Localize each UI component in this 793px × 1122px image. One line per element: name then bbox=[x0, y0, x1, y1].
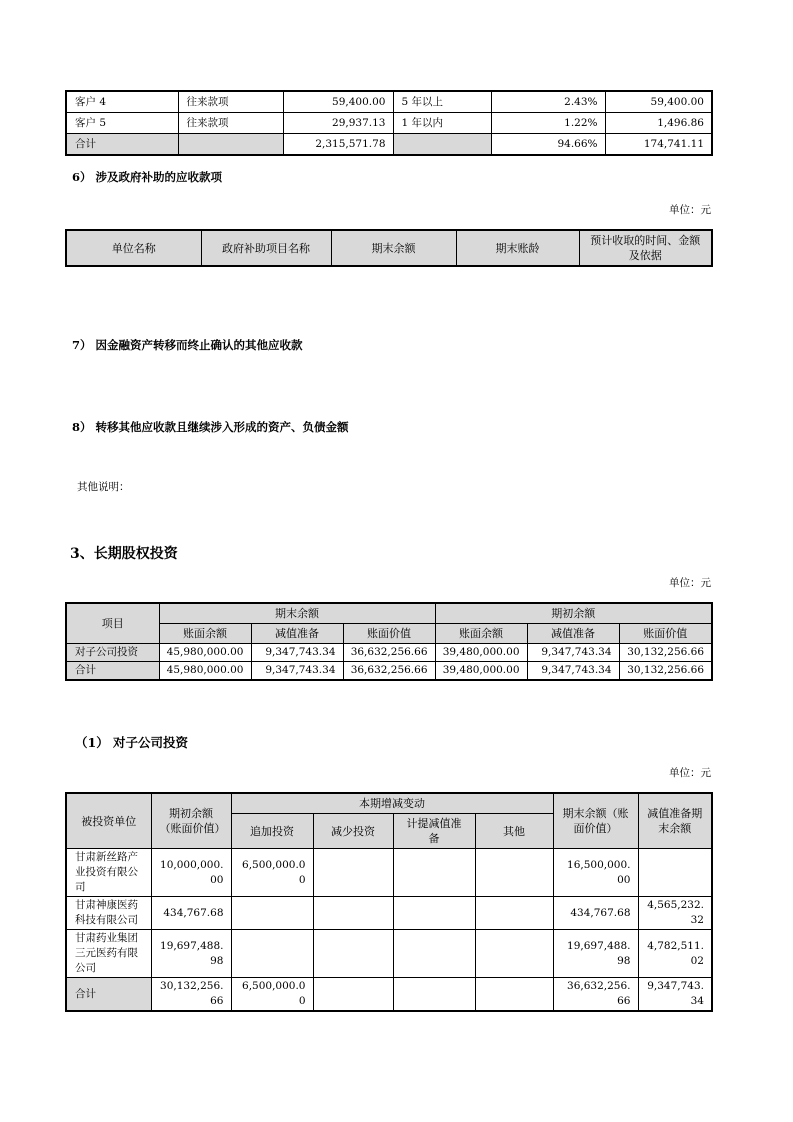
value-cell: 30,132,256.66 bbox=[619, 644, 712, 662]
empty-cell bbox=[178, 134, 283, 156]
investee-cell: 甘肃神康医药科技有限公司 bbox=[66, 897, 151, 930]
unit-label: 单位：元 bbox=[669, 767, 711, 779]
value-cell bbox=[313, 930, 393, 978]
value-cell: 36,632,256.66 bbox=[343, 644, 435, 662]
book-value-header: 账面价值 bbox=[619, 624, 712, 644]
impairment-header: 减值准备 bbox=[527, 624, 619, 644]
proportion-cell: 94.66% bbox=[491, 134, 605, 156]
aging-cell: 1 年以内 bbox=[393, 113, 491, 134]
value-cell bbox=[313, 897, 393, 930]
amount-cell: 29,937.13 bbox=[283, 113, 393, 134]
total-label-cell: 合计 bbox=[66, 978, 151, 1012]
value-cell: 4,782,511.02 bbox=[638, 930, 712, 978]
value-cell bbox=[638, 849, 712, 897]
period-change-group-header: 本期增减变动 bbox=[231, 793, 553, 814]
expected-collection-header: 预计收取的时间、金额及依据 bbox=[579, 230, 712, 266]
end-impairment-header: 减值准备期末余额 bbox=[638, 793, 712, 849]
period-end-group-header: 期末余额 bbox=[159, 603, 435, 624]
item-cell: 对子公司投资 bbox=[66, 644, 159, 662]
value-cell: 10,000,000.00 bbox=[151, 849, 231, 897]
amount-cell: 2,315,571.78 bbox=[283, 134, 393, 156]
table-row bbox=[66, 644, 712, 662]
value-cell: 9,347,743.34 bbox=[527, 662, 619, 681]
value-cell: 45,980,000.00 bbox=[159, 644, 251, 662]
value-cell bbox=[313, 978, 393, 1012]
value-cell bbox=[313, 849, 393, 897]
unit-name-header: 单位名称 bbox=[66, 230, 201, 266]
impairment-provision-header: 计提减值准备 bbox=[393, 814, 475, 849]
value-cell: 9,347,743.34 bbox=[638, 978, 712, 1012]
investee-cell: 甘肃新丝路产业投资有限公司 bbox=[66, 849, 151, 897]
table-row bbox=[66, 930, 712, 978]
value-cell bbox=[393, 897, 475, 930]
value-cell: 6,500,000.00 bbox=[231, 978, 313, 1012]
value-cell: 36,632,256.66 bbox=[553, 978, 638, 1012]
proportion-cell: 2.43% bbox=[491, 91, 605, 113]
other-header: 其他 bbox=[475, 814, 553, 849]
receivables-aging-table bbox=[65, 90, 713, 156]
table-row bbox=[66, 897, 712, 930]
value-cell bbox=[475, 897, 553, 930]
item-header: 项目 bbox=[66, 603, 159, 644]
value-cell bbox=[475, 930, 553, 978]
unit-label: 单位：元 bbox=[669, 204, 711, 216]
header-row bbox=[66, 603, 712, 624]
nature-cell: 往来款项 bbox=[178, 91, 283, 113]
section-7-heading: 7） 因金融资产转移而终止确认的其他应收款 bbox=[72, 338, 303, 352]
value-cell: 16,500,000.00 bbox=[553, 849, 638, 897]
lt-equity-table bbox=[65, 602, 713, 681]
value-cell bbox=[393, 930, 475, 978]
begin-balance-header: 期初余额（账面价值） bbox=[151, 793, 231, 849]
value-cell: 45,980,000.00 bbox=[159, 662, 251, 681]
end-balance-header: 期末余额（账面价值） bbox=[553, 793, 638, 849]
amount-cell: 59,400.00 bbox=[283, 91, 393, 113]
bad-debt-cell: 1,496.86 bbox=[605, 113, 712, 134]
value-cell: 434,767.68 bbox=[151, 897, 231, 930]
book-balance-header: 账面余额 bbox=[435, 624, 527, 644]
aging-cell: 5 年以上 bbox=[393, 91, 491, 113]
additional-investment-header: 追加投资 bbox=[231, 814, 313, 849]
table-row bbox=[66, 849, 712, 897]
bad-debt-cell: 174,741.11 bbox=[605, 134, 712, 156]
reduced-investment-header: 减少投资 bbox=[313, 814, 393, 849]
investee-header: 被投资单位 bbox=[66, 793, 151, 849]
bad-debt-cell: 59,400.00 bbox=[605, 91, 712, 113]
customer-cell: 客户 4 bbox=[66, 91, 178, 113]
header-row bbox=[66, 230, 712, 266]
header-row bbox=[66, 793, 712, 814]
value-cell: 9,347,743.34 bbox=[251, 662, 343, 681]
value-cell: 30,132,256.66 bbox=[151, 978, 231, 1012]
value-cell: 19,697,488.98 bbox=[553, 930, 638, 978]
value-cell bbox=[393, 849, 475, 897]
section-8-heading: 8） 转移其他应收款且继续涉入形成的资产、负债金额 bbox=[72, 420, 349, 434]
period-begin-group-header: 期初余额 bbox=[435, 603, 712, 624]
table-row bbox=[66, 113, 712, 134]
subheader-row bbox=[66, 624, 712, 644]
value-cell: 6,500,000.00 bbox=[231, 849, 313, 897]
value-cell bbox=[231, 930, 313, 978]
value-cell: 19,697,488.98 bbox=[151, 930, 231, 978]
book-value-header: 账面价值 bbox=[343, 624, 435, 644]
value-cell bbox=[393, 978, 475, 1012]
total-row bbox=[66, 978, 712, 1012]
total-row bbox=[66, 134, 712, 156]
empty-cell bbox=[393, 134, 491, 156]
value-cell bbox=[231, 897, 313, 930]
investee-cell: 甘肃药业集团三元医药有限公司 bbox=[66, 930, 151, 978]
value-cell bbox=[475, 849, 553, 897]
value-cell: 434,767.68 bbox=[553, 897, 638, 930]
value-cell: 9,347,743.34 bbox=[527, 644, 619, 662]
section-3-heading: 3、长期股权投资 bbox=[70, 546, 178, 562]
value-cell: 4,565,232.32 bbox=[638, 897, 712, 930]
customer-cell: 客户 5 bbox=[66, 113, 178, 134]
table-row bbox=[66, 91, 712, 113]
grant-project-header: 政府补助项目名称 bbox=[201, 230, 331, 266]
other-note: 其他说明： bbox=[77, 481, 130, 493]
nature-cell: 往来款项 bbox=[178, 113, 283, 134]
value-cell: 36,632,256.66 bbox=[343, 662, 435, 681]
section-6-heading: 6） 涉及政府补助的应收款项 bbox=[72, 170, 223, 184]
total-row bbox=[66, 662, 712, 681]
value-cell: 39,480,000.00 bbox=[435, 662, 527, 681]
total-label-cell: 合计 bbox=[66, 662, 159, 681]
proportion-cell: 1.22% bbox=[491, 113, 605, 134]
end-balance-header: 期末余额 bbox=[331, 230, 456, 266]
subsidiary-investment-table bbox=[65, 792, 713, 1012]
book-balance-header: 账面余额 bbox=[159, 624, 251, 644]
total-label-cell: 合计 bbox=[66, 134, 178, 156]
unit-label: 单位：元 bbox=[669, 577, 711, 589]
value-cell: 39,480,000.00 bbox=[435, 644, 527, 662]
value-cell: 30,132,256.66 bbox=[619, 662, 712, 681]
section-3-1-heading: （1） 对子公司投资 bbox=[75, 735, 189, 750]
impairment-header: 减值准备 bbox=[251, 624, 343, 644]
value-cell: 9,347,743.34 bbox=[251, 644, 343, 662]
value-cell bbox=[475, 978, 553, 1012]
end-aging-header: 期末账龄 bbox=[456, 230, 579, 266]
gov-grant-table bbox=[65, 229, 713, 267]
